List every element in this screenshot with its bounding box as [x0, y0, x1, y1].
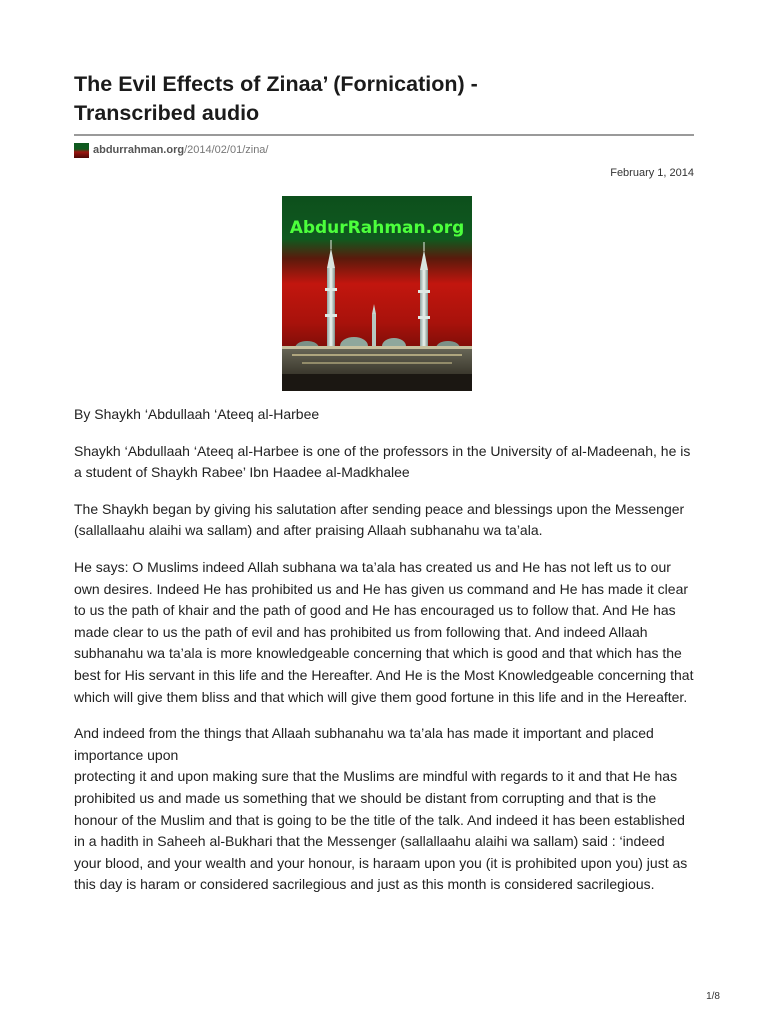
- article-image: [282, 196, 472, 391]
- paragraph-4-part-1: And indeed from the things that Allaah subhanahu wa ta’ala has made it important and placed importance upon: [74, 725, 654, 763]
- document-page: [74, 70, 694, 896]
- title-line-1: The Evil Effects of Zinaa’ (Fornication) -: [74, 72, 478, 96]
- paragraph-1: Shaykh ‘Abdullaah ‘Ateeq al-Harbee is one of the professors in the University of al-Madeenah, he is a student of Shaykh Rabee’ Ibn Haadee al-Madkhalee: [74, 442, 691, 481]
- image-caption: AbdurRahman.org: [289, 218, 465, 238]
- page-title: [74, 70, 694, 136]
- paragraph-2: The Shaykh began by giving his salutation after sending peace and blessings upon the Messenger (sallallaahu alaihi wa sallam) and after praising Allaah subhanahu wa ta’ala.: [74, 500, 685, 539]
- page-number: 1/8: [706, 991, 720, 1002]
- title-line-2: Transcribed audio: [74, 101, 260, 125]
- source-path[interactable]: /2014/02/01/zina/: [184, 144, 269, 156]
- site-favicon-icon: [74, 143, 89, 158]
- byline: By Shaykh ‘Abdullaah ‘Ateeq al-Harbee: [74, 406, 320, 422]
- source-domain[interactable]: abdurrahman.org: [93, 144, 185, 156]
- publish-date: February 1, 2014: [610, 167, 694, 179]
- paragraph-4-part-2: protecting it and upon making sure that the Muslims are mindful with regards to it and that He has prohibited us and made us something that we should be distant from corrupting and that is the honour of the Muslim and that is going to be the title of the talk. And indeed it has been established in a hadith in Saheeh al-Bukhari that the Messenger (sallallaahu alaihi wa sallam) said : ‘indeed your blood, and your wealth and your honour, is haraam upon you (it is prohibited upon you) just as this day is haram or considered sacrilegious and just as this month is considered sacrilegious.: [74, 768, 688, 893]
- paragraph-3: He says: O Muslims indeed Allah subhana wa ta’ala has created us and He has not left us to our own desires. Indeed He has prohibited us and He has given us command and He has made it clear to us the path of khair and the path of good and He has encouraged us to follow that. And He has made clear to us the path of evil and has prohibited us from following that. And indeed Allaah subhanahu wa ta’ala is more knowledgeable concerning that which is good and that which has the best for His servant in this life and the Hereafter. And He is the Most Knowledgeable concerning that which will give them bliss and that which will give them good fortune in this life and in the Hereafter.: [74, 558, 694, 705]
- source-url[interactable]: [74, 141, 694, 159]
